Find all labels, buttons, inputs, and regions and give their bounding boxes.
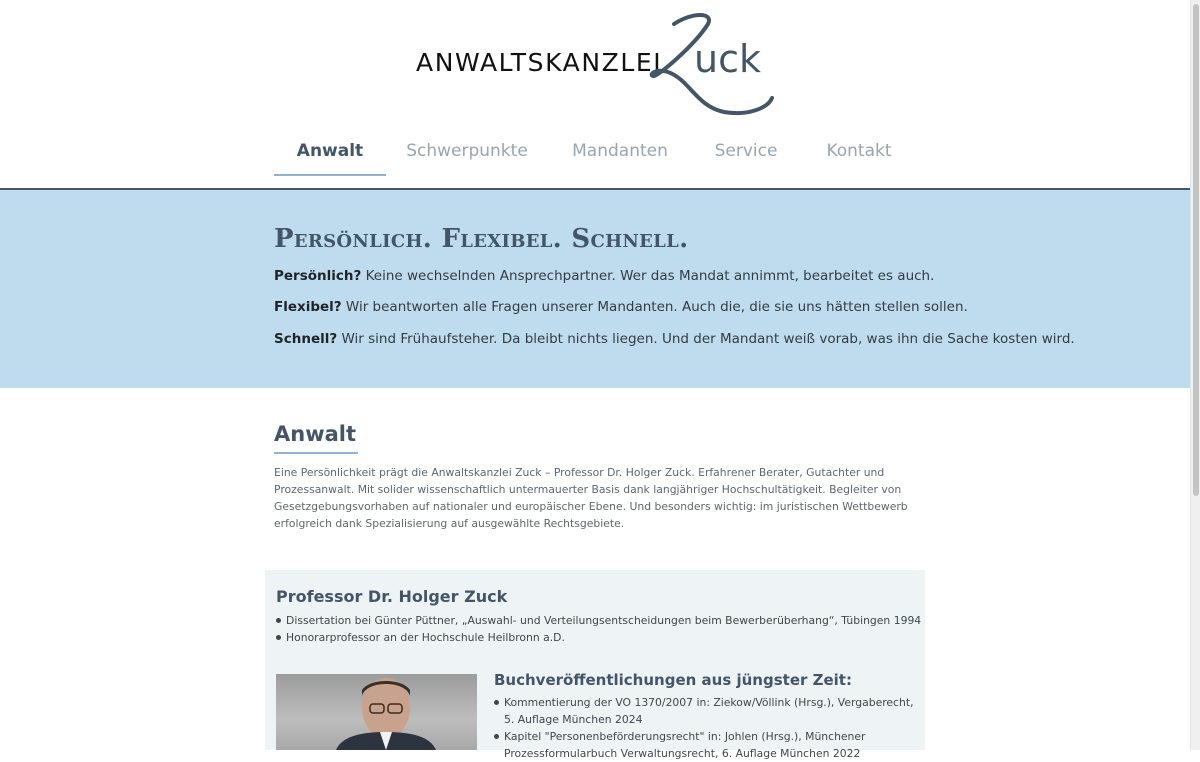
hero-line-label: Flexibel? — [274, 299, 342, 315]
logo-script-zuck — [644, 10, 776, 118]
portrait-photo — [276, 674, 477, 750]
profile-facts-list — [276, 612, 921, 646]
hero-line-text: Keine wechselnden Ansprechpartner. Wer das Mandat annimmt, bearbeitet es auch. — [361, 268, 935, 284]
site-logo[interactable] — [416, 10, 776, 118]
logo-wordmark: ANWALTSKANZLEI — [416, 48, 663, 77]
nav-item-mandanten[interactable]: Mandanten — [572, 141, 668, 161]
list-item: Honorarprofessor an der Hochschule Heilbronn a.D. — [276, 629, 921, 646]
site-header — [0, 0, 1190, 190]
list-item: Kommentierung der VO 1370/2007 in: Ziekow/Völlink (Hrsg.), Vergaberecht, 5. Auflage München 2024 — [494, 694, 919, 728]
hero-line-label: Schnell? — [274, 331, 338, 347]
books-heading: Buchveröffentlichungen aus jüngster Zeit: — [494, 671, 852, 689]
nav-item-schwerpunkte[interactable]: Schwerpunkte — [406, 141, 528, 161]
nav-item-kontakt[interactable]: Kontakt — [826, 141, 892, 161]
section-title-underline — [274, 452, 358, 454]
hero-line-persoenlich — [274, 268, 934, 284]
section-intro-text: Eine Persönlichkeit prägt die Anwaltskanzlei Zuck – Professor Dr. Holger Zuck. Erfahrener Berater, Gutachter und Prozessanwalt. Mit solider wissenschaftlich untermauerter Basis dank langjähriger Hochschultätigkeit. Begleiter von Gesetzgebungsvorhaben auf nationaler und europäischer Ebene. Und besonders wichtig: im juristischen Wettbewerb erfolgreich dank Spezialisierung auf ausgewählte Rechtsgebiete. — [274, 466, 908, 530]
profile-name: Professor Dr. Holger Zuck — [276, 587, 508, 606]
books-list — [494, 694, 919, 762]
hero-line-label: Persönlich? — [274, 268, 362, 284]
hero-title: Persönlich. Flexibel. Schnell. — [274, 224, 689, 254]
svg-text:uck: uck — [694, 37, 761, 81]
hero-line-text: Wir sind Frühaufsteher. Da bleibt nichts liegen. Und der Mandant weiß vorab, was ihn die Sache kosten wird. — [337, 331, 1075, 347]
nav-item-anwalt[interactable]: Anwalt — [274, 130, 386, 176]
section-title-anwalt: Anwalt — [274, 422, 357, 446]
profile-card — [265, 570, 925, 760]
hero-line-flexibel — [274, 299, 968, 315]
list-item: Kapitel "Personenbeförderungsrecht" in: Johlen (Hrsg.), Münchener Prozessformularbuch Verwaltungsrecht, 6. Auflage München 2022 — [494, 728, 919, 762]
hero-line-schnell — [274, 331, 1075, 347]
portrait-figure — [276, 674, 477, 750]
page-scrollbar[interactable] — [1190, 0, 1200, 750]
list-item: Dissertation bei Günter Püttner, „Auswahl- und Verteilungsentscheidungen beim Bewerberüberhang“, Tübingen 1994 — [276, 612, 921, 629]
nav-item-service[interactable]: Service — [714, 141, 778, 161]
hero-band — [0, 190, 1190, 388]
hero-line-text: Wir beantworten alle Fragen unserer Mandanten. Auch die, die sie uns hätten stellen sollen. — [341, 299, 968, 315]
scrollbar-thumb[interactable] — [1193, 4, 1199, 496]
